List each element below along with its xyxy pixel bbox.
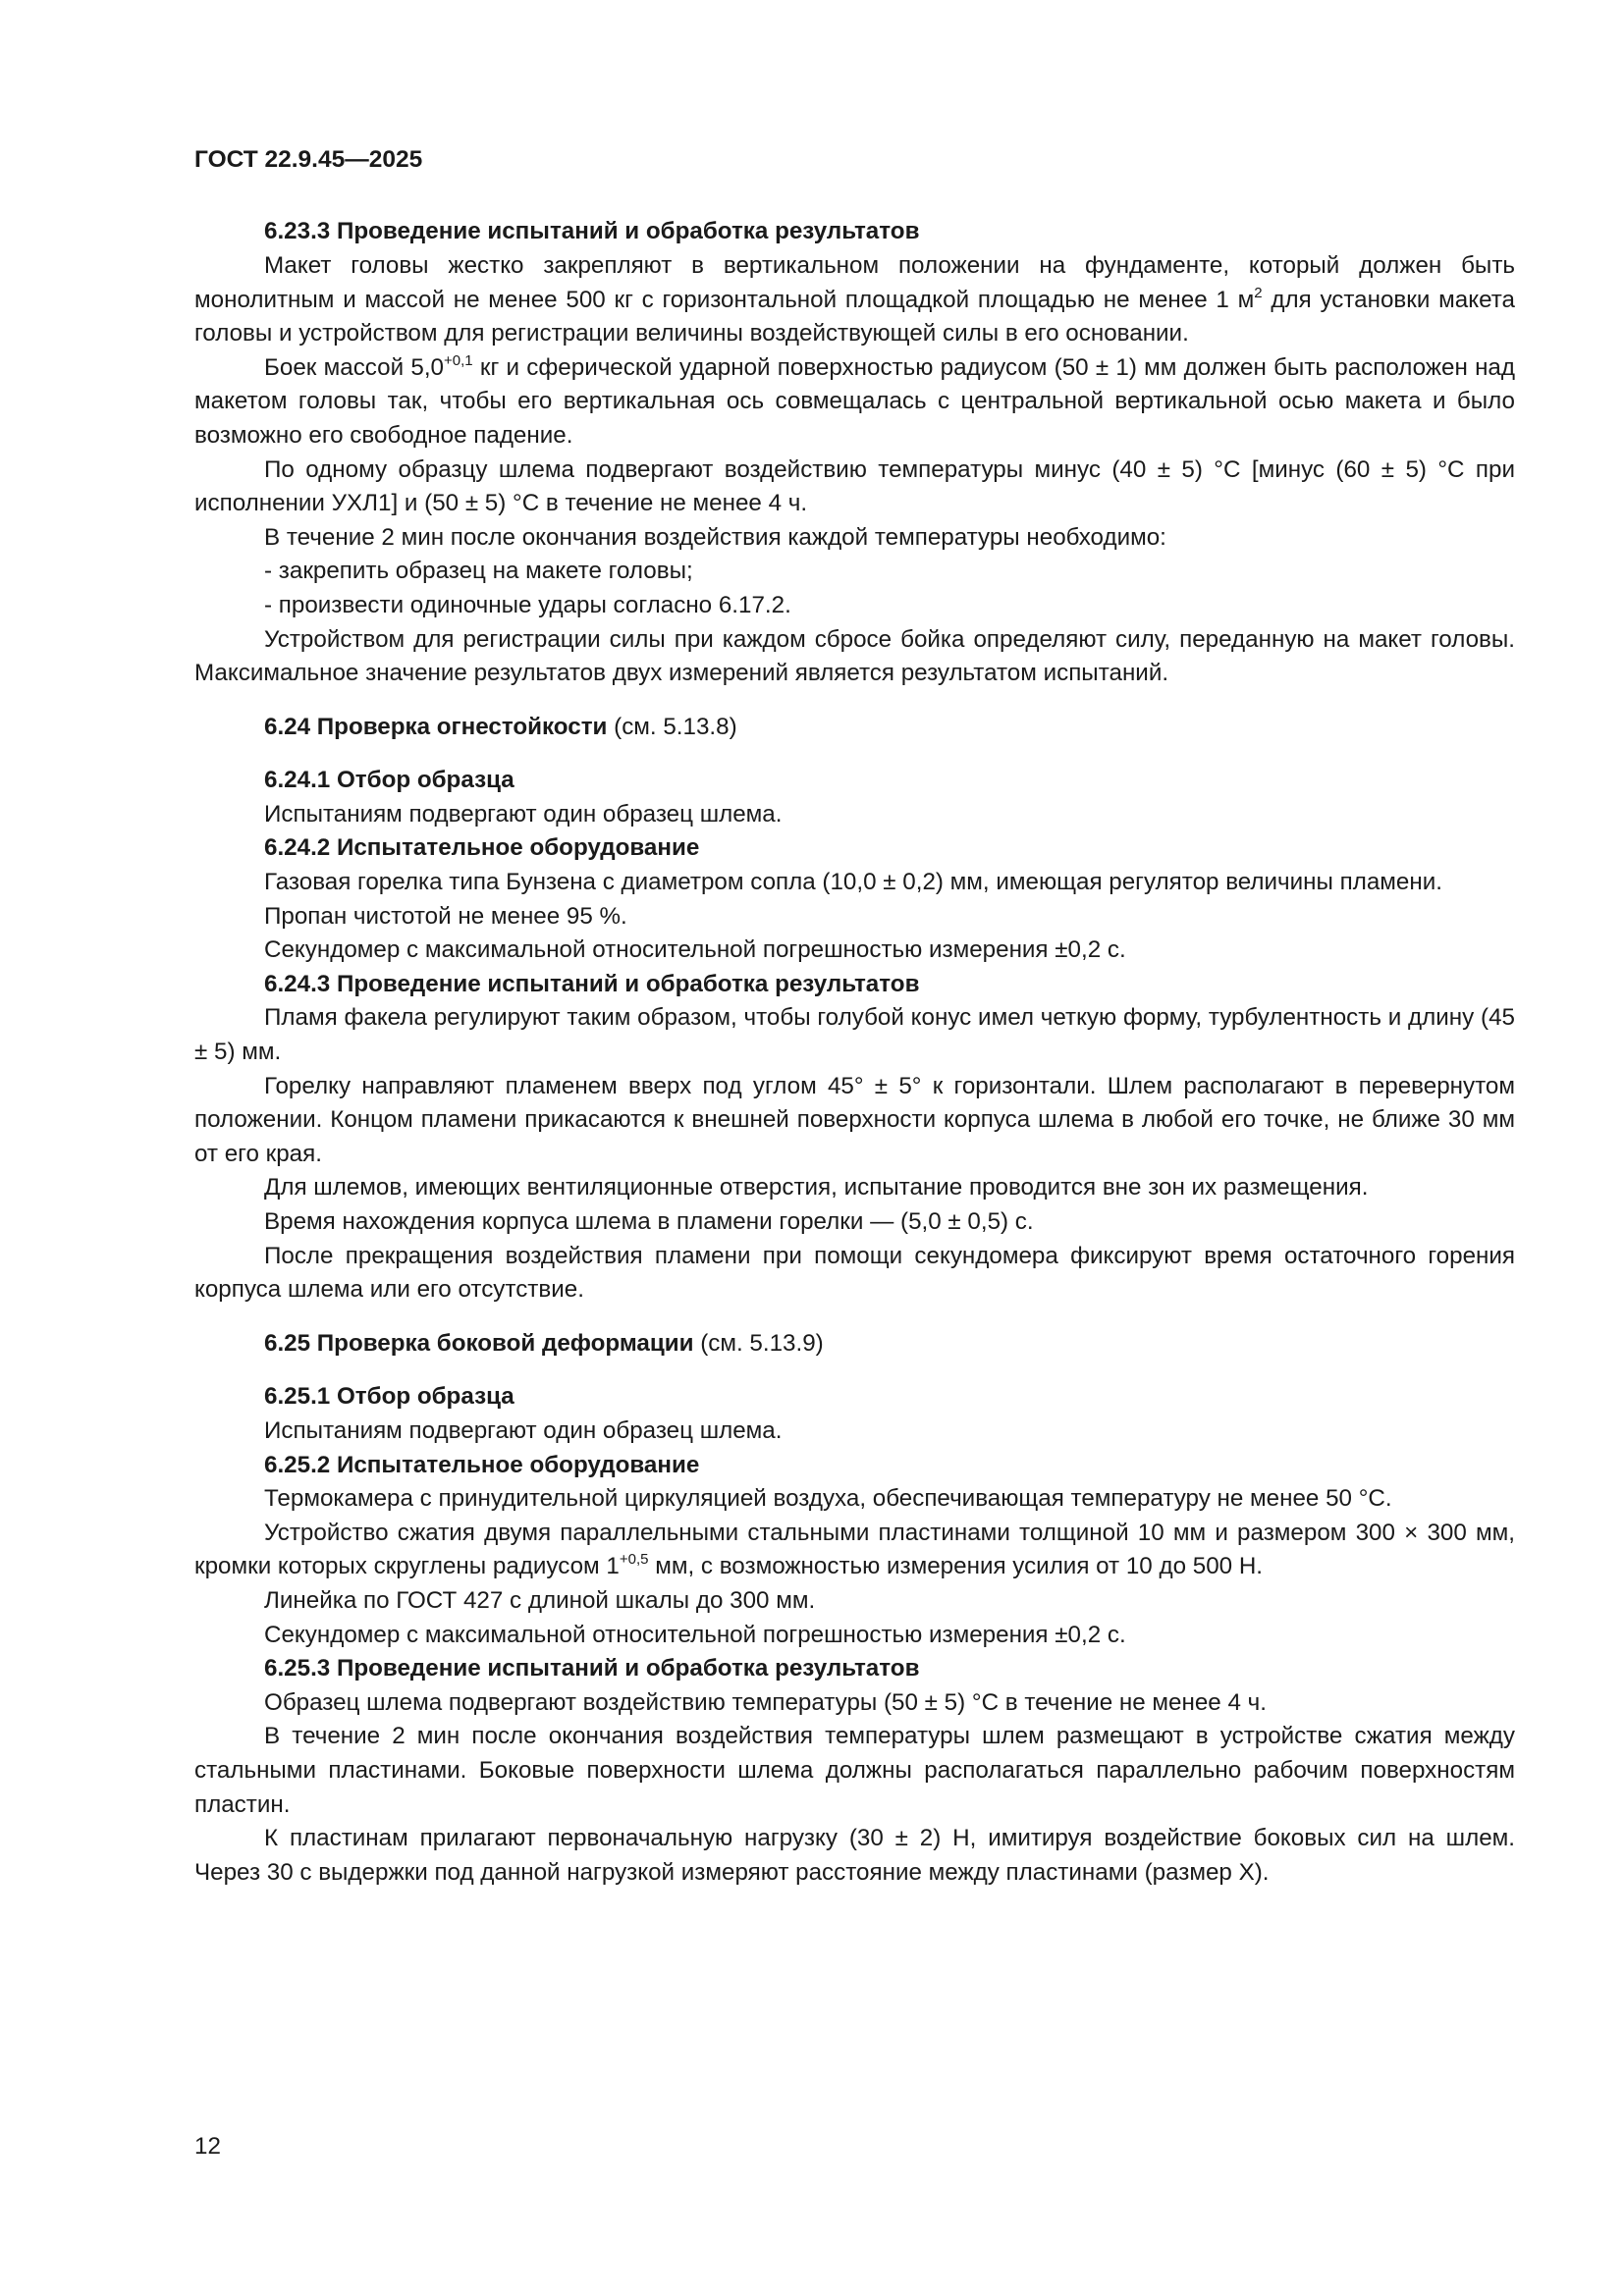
- paragraph-after-exposure: В течение 2 мин после окончания воздействия каждой температуры необходимо:: [264, 523, 1166, 551]
- superscript: +0,1: [444, 351, 473, 369]
- paragraph: Термокамера с принудительной циркуляцией воздуха, обеспечивающая температуру не менее 50 °С.: [264, 1485, 1392, 1513]
- page-number: 12: [194, 2133, 221, 2160]
- paragraph: Испытаниям подвергают один образец шлема.: [264, 1416, 783, 1444]
- heading-text: 6.25 Проверка боковой деформации: [264, 1329, 694, 1357]
- heading-reference: (см. 5.13.9): [693, 1329, 824, 1357]
- paragraph: Время нахождения корпуса шлема в пламени горелки — (5,0 ± 0,5) с.: [264, 1208, 1034, 1236]
- document-page: [194, 145, 1515, 1890]
- heading-reference: (см. 5.13.8): [607, 713, 737, 740]
- subsection-heading-6-23-3: 6.23.3 Проведение испытаний и обработка результатов: [264, 218, 920, 245]
- list-item: - закрепить образец на макете головы;: [264, 558, 693, 585]
- paragraph-force-registration: Устройством для регистрации силы при каждом сбросе бойка определяют силу, переданную на макет головы. Максимальное значение результатов двух измерений является результатом испытаний.: [194, 625, 1515, 687]
- paragraph-striker: [194, 351, 1515, 454]
- paragraph: Секундомер с максимальной относительной погрешностью измерения ±0,2 с.: [264, 1621, 1126, 1648]
- paragraph: Горелку направляют пламенем вверх под углом 45° ± 5° к горизонтали. Шлем располагают в перевернутом положении. Концом пламени прикасаются к внешней поверхности корпуса шлема в любой его точке, не ближе 30 мм от его края.: [194, 1072, 1515, 1167]
- paragraph: После прекращения воздействия пламени при помощи секундомера фиксируют время остаточного горения корпуса шлема или его отсутствие.: [194, 1242, 1515, 1304]
- subsection-heading-6-25-2: 6.25.2 Испытательное оборудование: [264, 1451, 700, 1478]
- paragraph: Линейка по ГОСТ 427 с длиной шкалы до 300 мм.: [264, 1586, 816, 1614]
- paragraph: Секундомер с максимальной относительной погрешностью измерения ±0,2 с.: [264, 936, 1126, 964]
- paragraph: Пламя факела регулируют таким образом, чтобы голубой конус имел четкую форму, турбулентность и длину (45 ± 5) мм.: [194, 1004, 1515, 1066]
- paragraph: Испытаниям подвергают один образец шлема.: [264, 800, 783, 828]
- standard-header: ГОСТ 22.9.45—2025: [194, 146, 423, 173]
- subsection-heading-6-24-3: 6.24.3 Проведение испытаний и обработка результатов: [264, 970, 920, 997]
- heading-text: 6.24 Проверка огнестойкости: [264, 713, 608, 740]
- text-span: для установки макета головы и устройством для регистрации величины воздействующей силы в его основании.: [194, 286, 1515, 347]
- paragraph-temperature: По одному образцу шлема подвергают воздействию температуры минус (40 ± 5) °С [минус (60 ± 5) °С при исполнении УХЛ1] и (50 ± 5) °С в течение не менее 4 ч.: [194, 455, 1515, 517]
- paragraph: Для шлемов, имеющих вентиляционные отверстия, испытание проводится вне зон их размещения.: [264, 1174, 1369, 1201]
- subsection-heading-6-24-2: 6.24.2 Испытательное оборудование: [264, 834, 700, 862]
- text-span: Устройство сжатия двумя параллельными стальными пластинами толщиной 10 мм и размером 300 × 300 мм, кромки которых скруглены радиусом 1: [194, 1519, 1515, 1580]
- subsection-heading-6-25-1: 6.25.1 Отбор образца: [264, 1383, 514, 1411]
- paragraph: К пластинам прилагают первоначальную нагрузку (30 ± 2) Н, имитируя воздействие боковых сил на шлем. Через 30 с выдержки под данной нагрузкой измеряют расстояние между пластинами (размер X).: [194, 1825, 1515, 1886]
- subsection-heading-6-25-3: 6.25.3 Проведение испытаний и обработка результатов: [264, 1655, 920, 1682]
- paragraph: [194, 1517, 1515, 1584]
- text-span: кг и сферической ударной поверхностью радиусом (50 ± 1) мм должен быть расположен над макетом головы так, чтобы его вертикальная ось совмещалась с центральной вертикальной осью макета и было возможно его свободное падение.: [194, 353, 1515, 449]
- list-item: - произвести одиночные удары согласно 6.17.2.: [264, 591, 791, 618]
- text-span: Боек массой 5,0: [264, 353, 444, 381]
- subsection-heading-6-24-1: 6.24.1 Отбор образца: [264, 767, 514, 794]
- paragraph: Образец шлема подвергают воздействию температуры (50 ± 5) °С в течение не менее 4 ч.: [264, 1688, 1267, 1716]
- paragraph: Пропан чистотой не менее 95 %.: [264, 902, 627, 930]
- section-heading-6-25: [194, 1327, 1515, 1362]
- document-body: [194, 215, 1515, 1890]
- paragraph: Газовая горелка типа Бунзена с диаметром сопла (10,0 ± 0,2) мм, имеющая регулятор величины пламени.: [264, 869, 1442, 896]
- text-span: Макет головы жестко закрепляют в вертикальном положении на фундаменте, который должен быть монолитным и массой не менее 500 кг с горизонтальной площадкой площадью не менее 1 м: [194, 251, 1515, 313]
- text-span: мм, с возможностью измерения усилия от 10 до 500 Н.: [648, 1553, 1264, 1580]
- paragraph-head-mount: [194, 249, 1515, 351]
- paragraph: В течение 2 мин после окончания воздействия температуры шлем размещают в устройстве сжатия между стальными пластинами. Боковые поверхности шлема должны располагаться параллельно рабочим поверхностям пластин.: [194, 1723, 1515, 1818]
- superscript: 2: [1254, 284, 1263, 301]
- superscript: +0,5: [619, 1551, 649, 1569]
- section-heading-6-24: [194, 711, 1515, 745]
